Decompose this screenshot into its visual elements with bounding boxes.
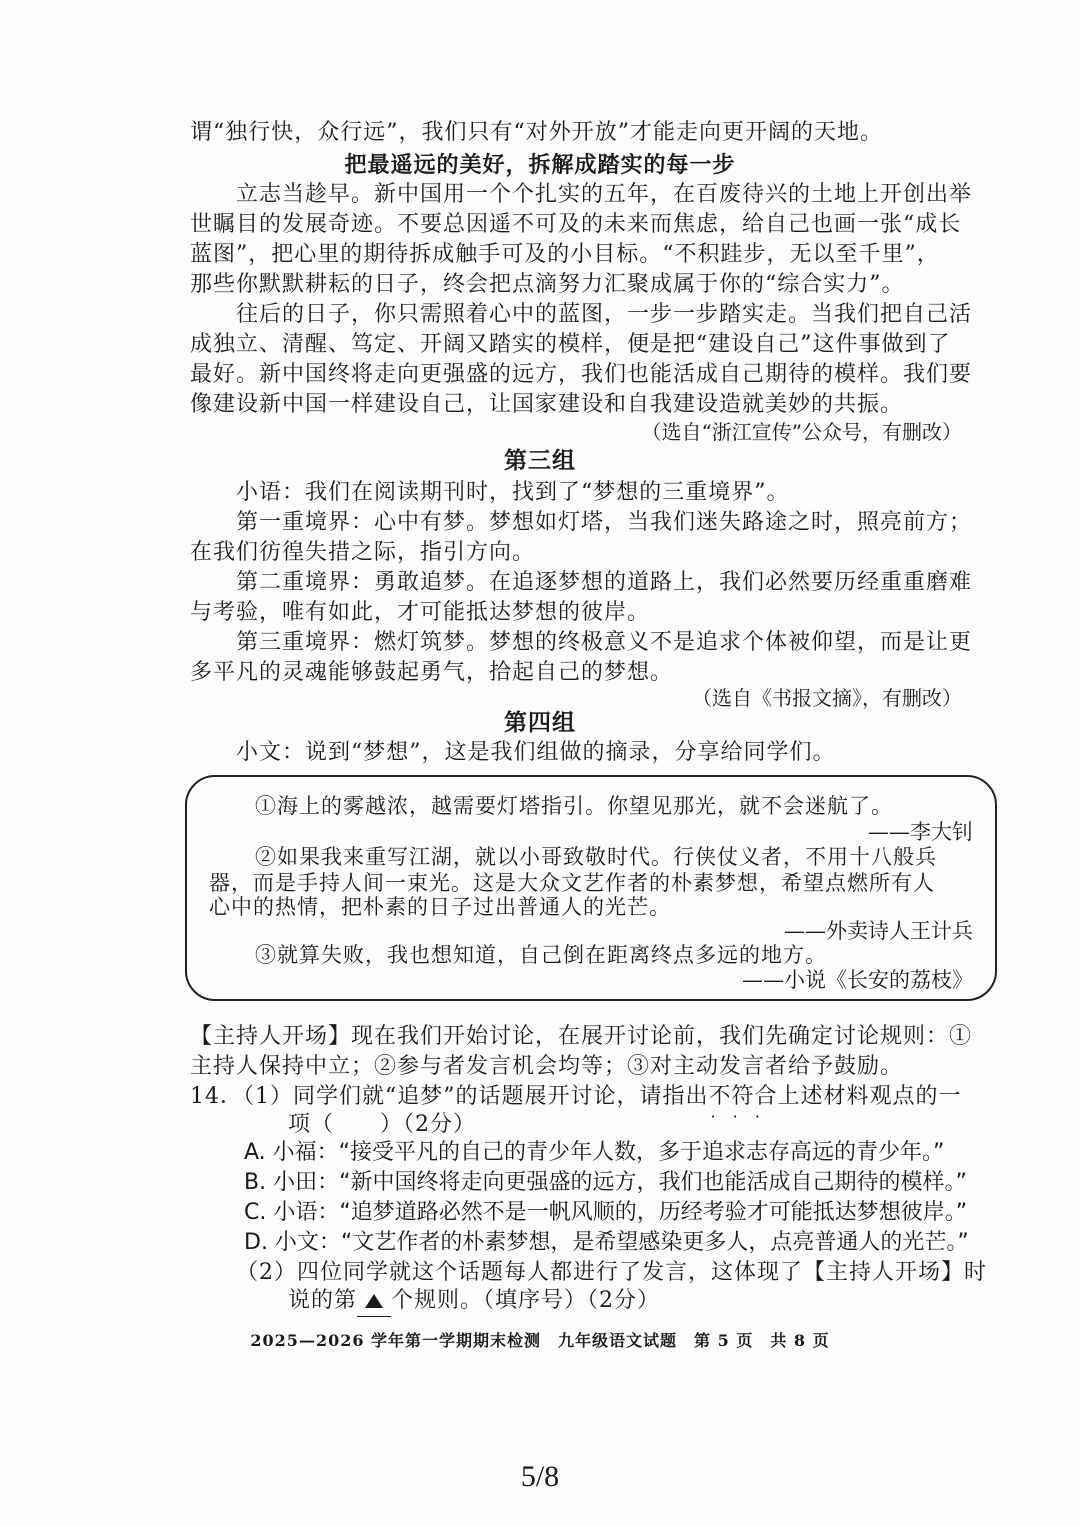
paragraph-line: 成独立、清醒、笃定、开阔又踏实的模样，便是把“建设自己”这件事做到了 [190, 332, 951, 357]
group3-line: 第二重境界：勇敢追梦。在追逐梦想的道路上，我们必然要历经重重磨难 [236, 570, 973, 595]
host-line: 【主持人开场】现在我们开始讨论，在展开讨论前，我们先确定讨论规则：① [190, 1024, 973, 1049]
group3-line: 第一重境界：心中有梦。梦想如灯塔，当我们迷失路途之时，照亮前方； [236, 510, 973, 535]
group4-title: 第四组 [504, 709, 576, 736]
group4-intro: 小文：说到“梦想”，这是我们组做的摘录，分享给同学们。 [236, 740, 836, 765]
group3-line: 第三重境界：燃灯筑梦。梦想的终极意义不是追求个体被仰望，而是让更 [236, 630, 973, 655]
question-14-2: （2）四位同学就这个话题每人都进行了发言，这体现了【主持人开场】时 [236, 1260, 987, 1285]
q14-suffix: 上述材料观点的一 [777, 1084, 962, 1109]
quote-2: 器，而是手持人间一束光。这是大众文艺作者的朴素梦想，希望点燃所有人 [209, 871, 935, 895]
quote-3-author: ——小说《长安的荔枝》 [742, 968, 973, 992]
source-citation: （选自《书报文摘》，有删改） [692, 686, 962, 710]
answer-blank[interactable]: 项（ ）（2分） [288, 1112, 476, 1137]
group3-line: 在我们彷徨失措之际，指引方向。 [190, 540, 536, 565]
quote-2: ②如果我来重写江湖，就以小哥致敬时代。行侠仗义者，不用十八般兵 [255, 845, 937, 869]
section-heading: 把最遥远的美好，拆解成踏实的每一步 [344, 152, 736, 178]
quote-2-author: ——外卖诗人王计兵 [784, 919, 973, 943]
question-14-1 [190, 1082, 962, 1112]
question-14-2-cont [288, 1286, 660, 1317]
page-number: 5/8 [520, 1460, 560, 1493]
paragraph-line: 世瞩目的发展奇迹。不要总因遥不可及的未来而焦虑，给自己也画一张“成长 [190, 212, 962, 237]
paragraph-line: 那些你默默耕耘的日子，终会把点滴努力汇聚成属于你的“综合实力”。 [190, 272, 905, 297]
group3-line: 多平凡的灵魂能够鼓起勇气，拾起自己的梦想。 [190, 660, 674, 685]
option-a[interactable]: A. 小福：“接受平凡的自己的青少年人数，多于追求志存高远的青少年。” [244, 1140, 945, 1165]
paragraph-line: 蓝图”，把心里的期待拆成触手可及的小目标。“不积跬步，无以至千里”， [190, 242, 940, 267]
quote-3: ③就算失败，我也想知道，自己倒在距离终点多远的地方。 [255, 943, 827, 967]
q14-2-prefix: 说的第 [288, 1288, 358, 1313]
paragraph-line: 最好。新中国终将走向更强盛的远方，我们也能活成自己期待的模样。我们要 [190, 362, 973, 387]
quote-1: ①海上的雾越浓，越需要灯塔指引。你望见那光，就不会迷航了。 [255, 794, 893, 818]
quote-2: 心中的热情，把朴素的日子过出普通人的光芒。 [209, 895, 671, 919]
option-b[interactable]: B. 小田：“新中国终将走向更强盛的远方，我们也能活成自己期待的模样。” [244, 1170, 967, 1195]
paragraph-line: 像建设新中国一样建设自己，让国家建设和自我建设造就美妙的共振。 [190, 392, 904, 417]
fill-blank[interactable] [357, 1286, 391, 1317]
q14-emphasis: 不符合 · · · [709, 1084, 778, 1109]
option-c[interactable]: C. 小语：“追梦道路必然不是一帆风顺的，历经考验才可能抵达梦想彼岸。” [244, 1200, 968, 1225]
option-d[interactable]: D. 小文：“文艺作者的朴素梦想，是希望感染更多人，点亮普通人的光芒。” [244, 1230, 969, 1255]
quote-box [185, 775, 997, 1001]
group3-line: 与考验，唯有如此，才可能抵达梦想的彼岸。 [190, 600, 651, 625]
paragraph-line: 立志当趁早。新中国用一个个扎实的五年，在百废待兴的土地上开创出举 [236, 182, 973, 207]
quote-1-author: ——李大钊 [868, 820, 973, 844]
page-footer: 2025—2026 学年第一学期期末检测 九年级语文试题 第 5 页 共 8 页 [250, 1331, 830, 1350]
group3-title: 第三组 [504, 447, 576, 474]
source-citation: （选自“浙江宣传”公众号，有删改） [641, 420, 962, 444]
group3-line: 小语：我们在阅读期刊时，找到了“梦想的三重境界”。 [236, 480, 790, 505]
q14-2-suffix: 个规则。（填序号）（2分） [391, 1288, 661, 1313]
q14-prefix: 14．（1）同学们就“追梦”的话题展开讨论，请指出 [190, 1084, 709, 1109]
host-line: 主持人保持中立；②参与者发言机会均等；③对主动发言者给予鼓励。 [190, 1054, 904, 1079]
paragraph-line: 往后的日子，你只需照着心中的蓝图，一步一步踏实走。当我们把自己活 [236, 302, 973, 327]
intro-tail: 谓“独行快，众行远”，我们只有“对外开放”才能走向更开阔的天地。 [190, 120, 883, 145]
triangle-icon [365, 1294, 383, 1308]
